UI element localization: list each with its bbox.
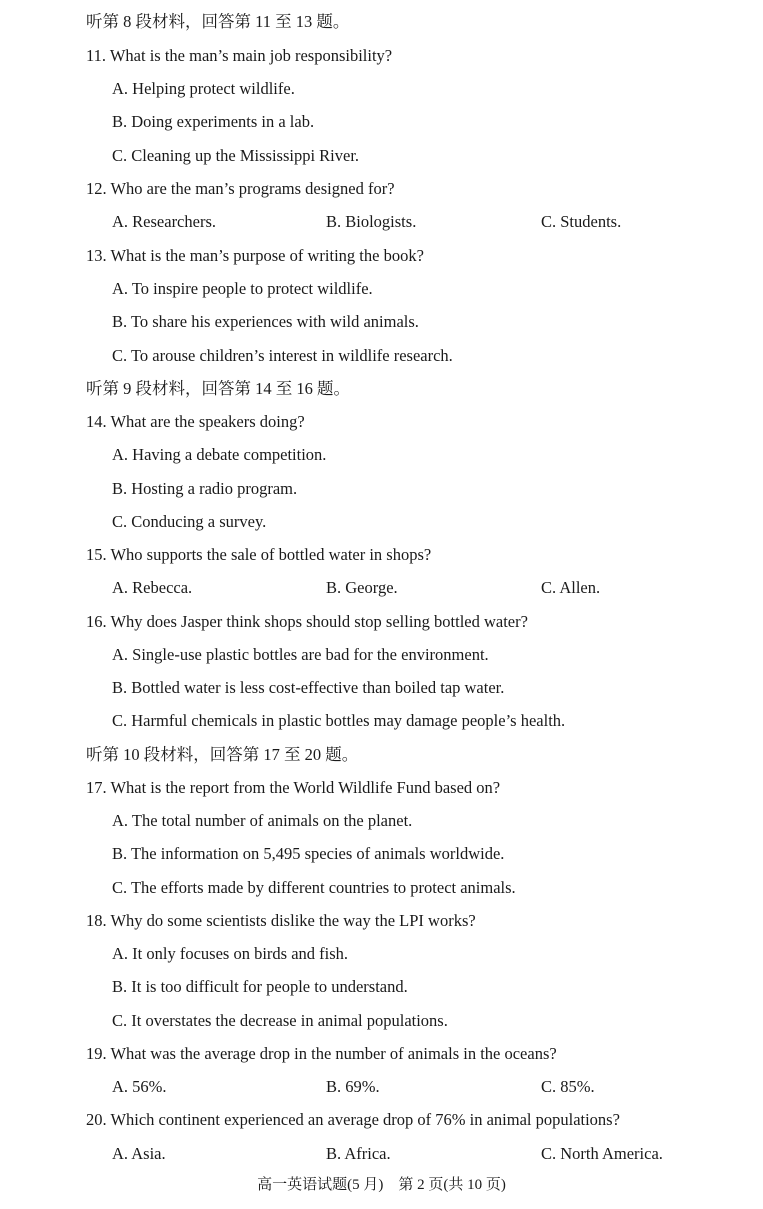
section-heading: 听第 10 段材料，回答第 17 至 20 题。 [86, 745, 359, 764]
question-14-stem: 14. What are the speakers doing? [86, 412, 305, 431]
question-13-option-b: B. To share his experiences with wild animals. [112, 312, 419, 331]
question-18-option-a: A. It only focuses on birds and fish. [112, 944, 349, 963]
question-20-option-b: B. Africa. [326, 1144, 391, 1163]
question-14-option-a: A. Having a debate competition. [112, 445, 327, 464]
question-12-stem: 12. Who are the man’s programs designed for? [86, 179, 395, 198]
section-heading: 听第 9 段材料，回答第 14 至 16 题。 [86, 379, 350, 398]
question-11-option-c: C. Cleaning up the Mississippi River. [112, 146, 360, 165]
question-16-option-a: A. Single-use plastic bottles are bad for the environment. [112, 645, 489, 664]
question-16-option-b: B. Bottled water is less cost-effective than boiled tap water. [112, 678, 505, 697]
question-11-option-a: A. Helping protect wildlife. [112, 79, 295, 98]
question-16-option-c: C. Harmful chemicals in plastic bottles may damage people’s health. [112, 711, 566, 730]
question-19-option-b: B. 69%. [326, 1077, 380, 1096]
question-18-stem: 18. Why do some scientists dislike the way the LPI works? [86, 911, 476, 930]
question-15-option-c: C. Allen. [541, 578, 601, 597]
question-14-option-c: C. Conducing a survey. [112, 512, 267, 531]
question-20-option-a: A. Asia. [112, 1144, 166, 1163]
page-footer: 高一英语试题(5 月) 第 2 页(共 10 页) [257, 1177, 506, 1193]
question-19-stem: 19. What was the average drop in the number of animals in the oceans? [86, 1044, 557, 1063]
question-17-option-b: B. The information on 5,495 species of animals worldwide. [112, 844, 505, 863]
question-13-option-c: C. To arouse children’s interest in wildlife research. [112, 346, 453, 365]
question-15-stem: 15. Who supports the sale of bottled water in shops? [86, 545, 432, 564]
question-17-stem: 17. What is the report from the World Wildlife Fund based on? [86, 778, 501, 797]
question-15-option-a: A. Rebecca. [112, 578, 193, 597]
question-13-stem: 13. What is the man’s purpose of writing the book? [86, 246, 424, 265]
question-20-stem: 20. Which continent experienced an average drop of 76% in animal populations? [86, 1110, 620, 1129]
question-11-stem: 11. What is the man’s main job responsibility? [86, 46, 393, 65]
question-20-option-c: C. North America. [541, 1144, 663, 1163]
question-17-option-a: A. The total number of animals on the planet. [112, 811, 413, 830]
question-15-option-b: B. George. [326, 578, 398, 597]
question-18-option-b: B. It is too difficult for people to understand. [112, 977, 408, 996]
section-heading: 听第 8 段材料，回答第 11 至 13 题。 [86, 12, 350, 31]
question-16-stem: 16. Why does Jasper think shops should stop selling bottled water? [86, 612, 528, 631]
question-19-option-a: A. 56%. [112, 1077, 167, 1096]
question-12-option-a: A. Researchers. [112, 212, 216, 231]
question-12-option-c: C. Students. [541, 212, 622, 231]
question-18-option-c: C. It overstates the decrease in animal populations. [112, 1011, 448, 1030]
question-11-option-b: B. Doing experiments in a lab. [112, 112, 315, 131]
question-19-option-c: C. 85%. [541, 1077, 595, 1096]
question-14-option-b: B. Hosting a radio program. [112, 479, 298, 498]
question-12-option-b: B. Biologists. [326, 212, 417, 231]
question-17-option-c: C. The efforts made by different countries to protect animals. [112, 878, 516, 897]
question-13-option-a: A. To inspire people to protect wildlife. [112, 279, 373, 298]
